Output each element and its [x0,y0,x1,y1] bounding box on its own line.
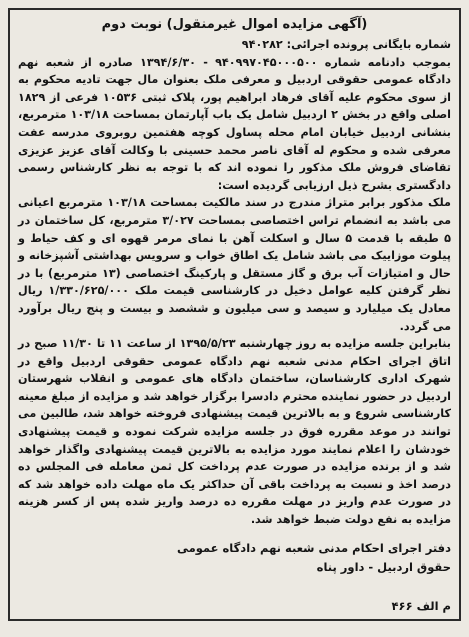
signature-office: دفتر اجرای احکام مدنی شعبه نهم دادگاه عمومی [176,540,451,555]
notice-panel [8,8,461,621]
notice-title: (آگهی مزایده اموال غیرمنقول) نوبت دوم [101,17,368,32]
paragraph-auction-terms: بنابراین جلسه مزایده به روز چهارشنبه ۱۳۹۵/۵/۲۳ از ساعت ۱۱ تا ۱۱/۳۰ صبح در اتاق اجرای احکام مدنی شعبه نهم دادگاه عمومی حقوقی اردبیل واقع در شهرک اداری کارشناسان، ساختمان دادگاه های عمومی و انقلاب شهرستان اردبیل در حضور نماینده محترم دادسرا برگزار خواهد شد و مزایده از مبلغ معینه کارشناسی شروع و به بالاترین قیمت پیشنهادی فروخته خواهد شد، طالبین می توانند در موعد مقرره فوق در جلسه مزایده شرکت نموده و قیمت پیشنهادی خودشان را اعلام نمایند مورد مزایده به بالاترین قیمت پیشنهادی واگذار خواهد شد و از برنده مزایده در صورت عدم پرداخت کل ثمن معامله فی المجلس ده درصد اخذ و نسبت به پرداخت باقی آن حداکثر یک ماه مهلت داده خواهد شد که در صورت عدم واریز در مهلت مقرره ده درصد واریز شده پس از کسر هزینه مزایده به نفع دولت ضبط خواهد شد. [18,337,451,527]
signature-block [18,539,451,577]
paragraph-property-description: ملک مذکور برابر متراژ مندرج در سند مالکیت بمساحت ۱۰۳/۱۸ مترمربع اعیانی می باشد به انضمام تراس اختصاصی بمساحت ۳/۰۲۷ مترمربع، کل ساختمان در ۵ طبقه با قدمت ۵ سال و اسکلت آهن با نمای مرمر قهوه ای و کف حیاط و پیلوت موزاییک می باشد شامل یک اطاق خواب و سرویس بهداشتی آشپزخانه و حال و امتیازات آب برق و گاز مستقل و پارکینگ اختصاصی (۱۳ مترمربع) با در نظر گرفتن کلیه عوامل دخیل در کارشناسی قیمت ملک ۱/۳۳۰/۶۲۵/۰۰۰ ریال معادل یک میلیارد و سیصد و سی میلیون و ششصد و بیست و پنج ریال برآورد می گردد. [18,196,451,333]
signature-name: حقوق اردبیل - داور پناه [316,559,451,574]
notice-code: م الف ۴۶۶ [391,599,451,613]
file-number: شماره بایگانی پرونده اجرائی: ۹۴۰۲۸۲ [241,38,451,51]
paragraph-verdict: بموجب دادنامه شماره ۹۴۰۹۹۷۰۴۵۰۰۰۵۰۰ - ۱۳۹۴/۶/۳۰ صادره از شعبه نهم دادگاه عمومی حقوقی اردبیل و معرفی ملک بعنوان مال جهت تادیه محکوم به از سوی محکوم علیه آقای فرهاد ابراهیم پور، پلاک ثبتی ۱۰۵۳۶ فرعی از ۱۸۲۹ اصلی واقع در بخش ۲ اردبیل شامل یک باب آپارتمان بمساحت ۱۰۳/۱۸ مترمربع، بنشانی اردبیل خیابان امام محله پساول کوچه هفتمین روبروی مدرسه عفت معرفی شده و محکوم له آقای ناصر محمد حسینی با وکالت آقای عزیز عزیزی تقاضای فروش ملک مذکور را نموده اند که با توجه به نظر کارشناس رسمی دادگستری بشرح ذیل ارزیابی گردیده است: [18,55,451,192]
